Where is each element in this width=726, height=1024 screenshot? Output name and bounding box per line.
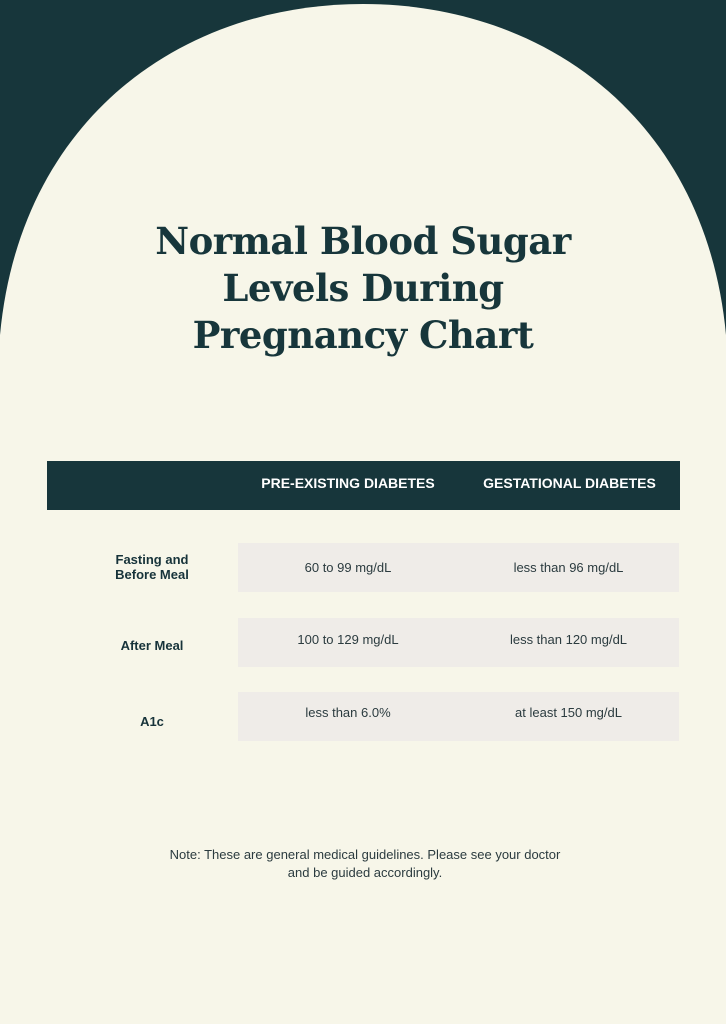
- header-gestational: GESTATIONAL DIABETES: [483, 475, 656, 491]
- cell-gestational: less than 120 mg/dL: [509, 632, 628, 647]
- table-row: [238, 543, 679, 592]
- cell-gestational: less than 96 mg/dL: [513, 560, 624, 575]
- row-label-a1c: [92, 714, 212, 729]
- row-label-line: Before Meal: [115, 567, 189, 582]
- row-label-line: After Meal: [120, 638, 184, 653]
- footnote-line: and be guided accordingly.: [287, 865, 443, 880]
- row-label-fasting: [92, 552, 212, 582]
- table-header: [47, 461, 680, 510]
- title-line-2: Levels During: [222, 266, 504, 310]
- cell-gestational: at least 150 mg/dL: [515, 705, 622, 720]
- row-label-after-meal: [92, 638, 212, 653]
- table-row: [238, 692, 679, 741]
- title-line-3: Pregnancy Chart: [192, 313, 534, 357]
- footnote-line: Note: These are general medical guidelines. Please see your doctor: [169, 847, 561, 862]
- page-title: [113, 218, 613, 359]
- row-label-line: A1c: [140, 714, 164, 729]
- cell-pre-existing: less than 6.0%: [305, 705, 391, 720]
- header-pre-existing: PRE-EXISTING DIABETES: [261, 475, 435, 491]
- cell-pre-existing: 60 to 99 mg/dL: [304, 560, 392, 575]
- cell-pre-existing: 100 to 129 mg/dL: [297, 632, 399, 647]
- title-line-1: Normal Blood Sugar: [155, 219, 571, 263]
- footnote: [140, 846, 590, 882]
- table-row: [238, 618, 679, 667]
- row-label-line: Fasting and: [115, 552, 189, 567]
